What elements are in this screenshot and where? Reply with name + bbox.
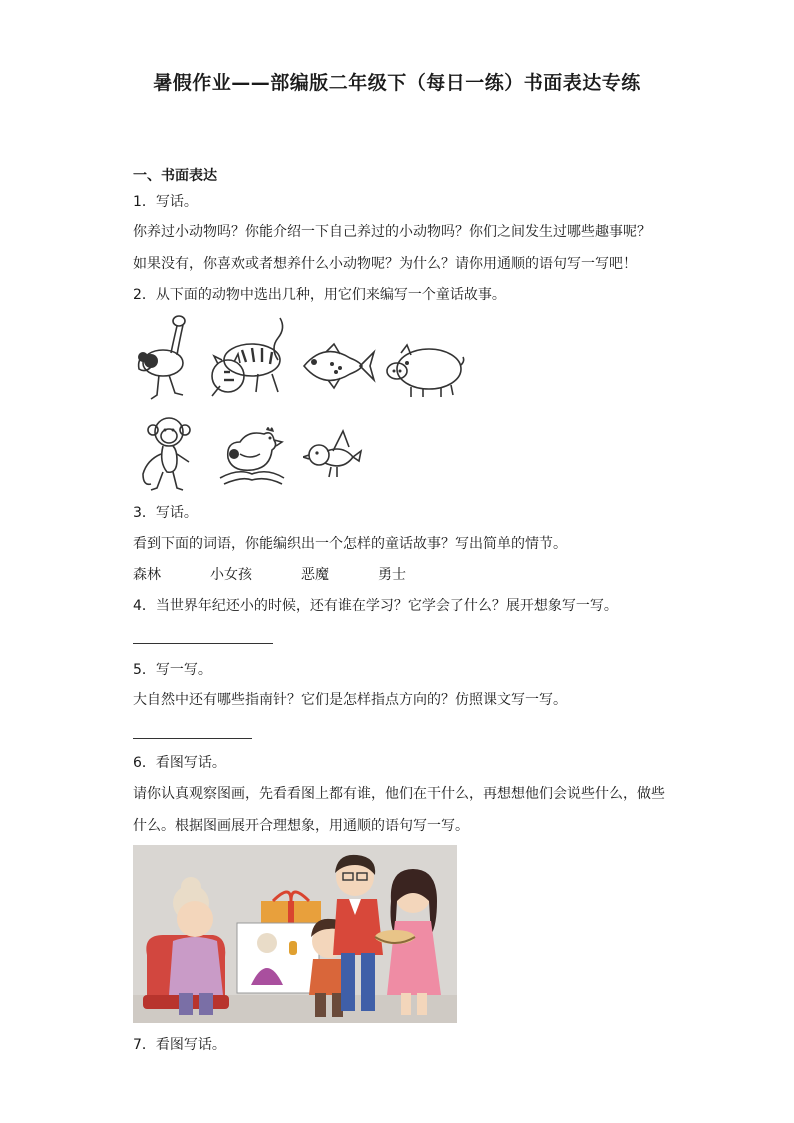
q3-label: 3．写话。 bbox=[133, 505, 198, 521]
q3-word-demon: 恶魔 bbox=[301, 567, 329, 583]
q3-word-warrior: 勇士 bbox=[378, 567, 406, 583]
q1-prompt-line2: 如果没有，你喜欢或者想养什么小动物呢？为什么？请你用通顺的语句写一写吧！ bbox=[133, 256, 637, 272]
pig-illustration bbox=[383, 341, 465, 399]
bird-illustration bbox=[303, 427, 363, 481]
q5-prompt: 大自然中还有哪些指南针？它们是怎样指点方向的？仿照课文写一写。 bbox=[133, 692, 567, 708]
q4-label: 4．当世界年纪还小的时候，还有谁在学习？它学会了什么？展开想象写一写。 bbox=[133, 598, 618, 614]
q5-answer-line[interactable] bbox=[133, 738, 252, 739]
q7-label: 7．看图写话。 bbox=[133, 1037, 226, 1053]
q6-label: 6．看图写话。 bbox=[133, 755, 226, 771]
section-heading: 一、书面表达 bbox=[133, 168, 217, 184]
tiger-illustration bbox=[202, 314, 292, 406]
q6-prompt-line1: 请你认真观察图画，先看看图上都有谁，他们在干什么，再想想他们会说些什么，做些 bbox=[133, 786, 665, 802]
page-title: 暑假作业——部编版二年级下（每日一练）书面表达专练 bbox=[153, 72, 641, 94]
family-birthday-illustration bbox=[133, 845, 457, 1023]
fish-illustration bbox=[300, 340, 376, 390]
q3-word-forest: 森林 bbox=[133, 567, 161, 583]
q6-prompt-line2: 什么。根据图画展开合理想象，用通顺的语句写一写。 bbox=[133, 818, 469, 834]
q2-label: 2．从下面的动物中选出几种，用它们来编写一个童话故事。 bbox=[133, 287, 506, 303]
q5-label: 5．写一写。 bbox=[133, 662, 212, 678]
q1-prompt-line1: 你养过小动物吗？你能介绍一下自己养过的小动物吗？你们之间发生过哪些趣事呢？ bbox=[133, 224, 651, 240]
ostrich-illustration bbox=[133, 313, 195, 403]
monkey-illustration bbox=[133, 414, 195, 494]
q1-label: 1．写话。 bbox=[133, 194, 198, 210]
q3-word-little-girl: 小女孩 bbox=[210, 567, 252, 583]
q4-answer-line[interactable] bbox=[133, 643, 273, 644]
q3-prompt: 看到下面的词语，你能编织出一个怎样的童话故事？写出简单的情节。 bbox=[133, 536, 567, 552]
hen-illustration bbox=[218, 424, 286, 490]
